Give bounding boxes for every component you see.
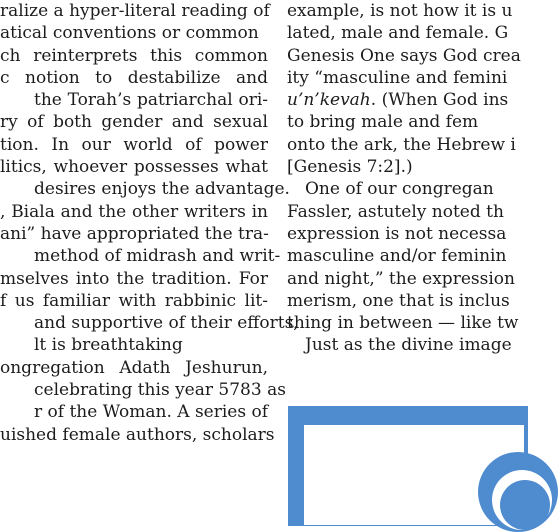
- text-line: thing in between — like tw: [287, 313, 519, 334]
- text-line: the Torah’s patriarchal ori-: [34, 90, 268, 111]
- text-line: example, is not how it is u: [287, 1, 513, 21]
- text-line: masculine and/or feminin: [287, 246, 507, 267]
- text-line: , Biala and the other writers in: [0, 201, 268, 222]
- text-line: to bring male and fem: [287, 112, 479, 133]
- text-line: One of our congregan: [305, 179, 494, 200]
- text-line: tion. In our world of power: [0, 134, 268, 155]
- text-line: method of midrash and writ-: [34, 246, 281, 267]
- text-line: uished female authors, scholars: [0, 424, 275, 445]
- text-line: mselves into the tradition. For: [0, 268, 268, 289]
- text-line: litics, whoever possesses what: [0, 157, 268, 178]
- text-line: ch reinterprets this common: [0, 45, 268, 66]
- text-fragment: . (When God ins: [370, 90, 509, 111]
- text-line: onto the ark, the Hebrew i: [287, 134, 516, 155]
- text-line: atical conventions or common: [0, 23, 259, 44]
- text-line: and supportive of their efforts,: [34, 313, 299, 334]
- hebrew-term: u’n’kevah: [287, 90, 371, 111]
- text-line: expression is not necessa: [287, 223, 507, 244]
- logo-icon-core: [500, 480, 550, 530]
- text-line: c notion to destabilize and: [0, 67, 268, 88]
- text-line: lt is breathtaking: [34, 335, 183, 356]
- text-line: [287, 89, 512, 111]
- text-line: ralize a hyper-literal reading of: [0, 1, 270, 21]
- text-line: Fassler, astutely noted th: [287, 201, 504, 222]
- text-line: ity “masculine and femini: [287, 67, 508, 88]
- text-line: f us familiar with rabbinic lit-: [0, 290, 268, 311]
- text-line: r of the Woman. A series of: [34, 402, 269, 423]
- text-line: lated, male and female. G: [287, 23, 509, 44]
- text-line: ongregation Adath Jeshurun,: [0, 357, 268, 378]
- text-line: Just as the divine image: [305, 335, 512, 356]
- text-line: Genesis One says God crea: [287, 45, 521, 66]
- text-line: [Genesis 7:2].): [287, 157, 413, 178]
- text-line: ani” have appropriated the tra-: [0, 223, 269, 244]
- text-line: desires enjoys the advantage.: [34, 179, 290, 200]
- text-line: and night,” the expression: [287, 268, 515, 289]
- text-line: celebrating this year 5783 as: [34, 380, 286, 401]
- text-line: ry of both gender and sexual: [0, 112, 268, 133]
- text-line: merism, one that is inclus: [287, 290, 510, 311]
